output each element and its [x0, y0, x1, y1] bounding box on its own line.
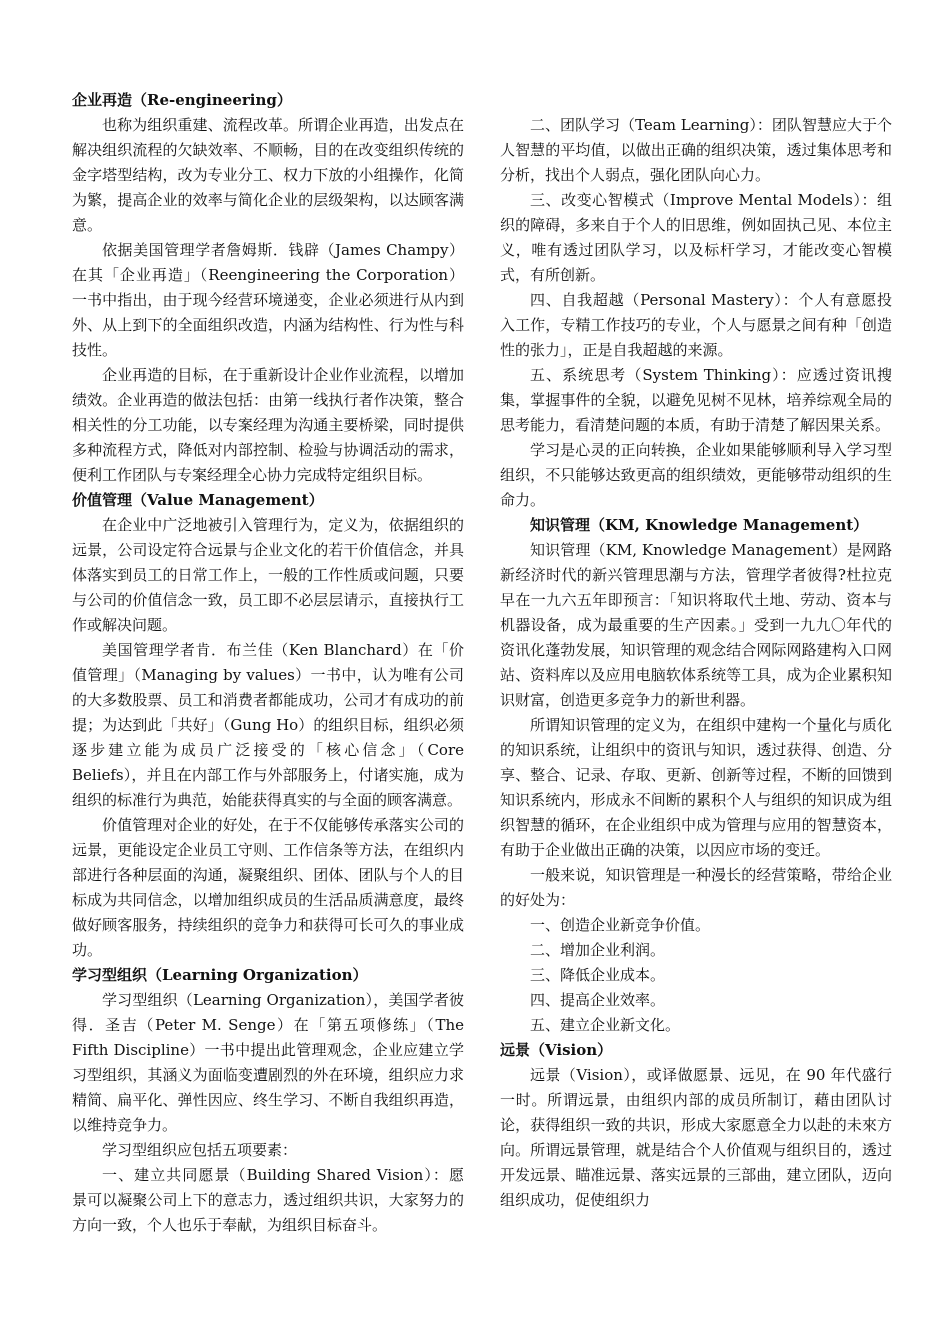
paragraph: 三、改变心智模式（Improve Mental Models）：组织的障碍，多来自于个人的旧思维，例如固执己见、本位主义，唯有透过团队学习，以及标杆学习，才能改变心智模式，有所创新。: [500, 191, 892, 284]
paragraph: 二、团队学习（Team Learning）：团队智慧应大于个人智慧的平均值，以做出正确的组织决策，透过集体思考和分析，找出个人弱点，强化团队向心力。: [500, 116, 892, 184]
right-column: [500, 113, 892, 1213]
list-item: 一、创造企业新竞争价值。: [530, 916, 711, 934]
section-heading-reengineering: 企业再造（Re-engineering）: [72, 91, 292, 109]
list-item: 四、提高企业效率。: [530, 991, 666, 1009]
paragraph: 学习是心灵的正向转换，企业如果能够顺利导入学习型组织，不只能够达致更高的组织绩效，更能够带动组织的生命力。: [500, 441, 892, 509]
paragraph: 一般来说，知识管理是一种漫长的经营策略，带给企业的好处为：: [500, 866, 892, 909]
paragraph: 四、自我超越（Personal Mastery）：个人有意愿投入工作，专精工作技巧的专业，个人与愿景之间有种「创造性的张力」，正是自我超越的来源。: [500, 291, 892, 359]
paragraph: 所谓知识管理的定义为，在组织中建构一个量化与质化的知识系统，让组织中的资讯与知识，透过获得、创造、分享、整合、记录、存取、更新、创新等过程，不断的回馈到知识系统内，形成永不间断的累积个人与组织的知识成为组织智慧的循环，在企业组织中成为管理与应用的智慧资本，有助于企业做出正确的决策，以因应市场的变迁。: [500, 716, 892, 859]
paragraph: 企业再造的目标，在于重新设计企业作业流程，以增加绩效。企业再造的做法包括：由第一线执行者作决策，整合相关性的分工功能，以专案经理为沟通主要桥梁，同时提供多种流程方式，降低对内部控制、检验与协调活动的需求，便利工作团队与专案经理全心协力完成特定组织目标。: [72, 366, 464, 484]
paragraph: 依据美国管理学者詹姆斯．钱辟（James Champy）在其「企业再造」（Reengineering the Corporation）一书中指出，由于现今经营环境递变，企业必须进行从内到外、从上到下的全面组织改造，内涵为结构性、行为性与科技性。: [72, 241, 464, 359]
section-heading-learning-organization: 学习型组织（Learning Organization）: [72, 966, 368, 984]
paragraph: 学习型组织（Learning Organization），美国学者彼得．圣吉（Peter M. Senge）在「第五项修练」（The Fifth Discipline）一书中提出此管理观念，企业应建立学习型组织，其涵义为面临变遭剧烈的外在环境，组织应力求精简、扁平化、弹性因应、终生学习、不断自我组织再造，以维持竞争力。: [72, 991, 464, 1134]
section-heading-vision: 远景（Vision）: [500, 1041, 613, 1059]
left-column: [72, 88, 464, 1238]
section-heading-knowledge-management: 知识管理（KM, Knowledge Management）: [530, 516, 869, 534]
paragraph: 学习型组织应包括五项要素：: [102, 1141, 298, 1159]
list-item: 三、降低企业成本。: [530, 966, 666, 984]
paragraph: 美国管理学者肯．布兰佳（Ken Blanchard）在「价值管理」（Managing by values）一书中，认为唯有公司的大多数股票、员工和消费者都能成功，公司才有成功的前提；为达到此「共好」（Gung Ho）的组织目标，组织必须逐步建立能为成员广泛接受的「核心信念」（Core Beliefs），并且在内部工作与外部服务上，付诸实施，成为组织的标准行为典范，始能获得真实的与全面的顾客满意。: [72, 641, 464, 809]
list-item: 五、建立企业新文化。: [530, 1016, 681, 1034]
paragraph: 知识管理（KM, Knowledge Management）是网路新经济时代的新兴管理思潮与方法，管理学者彼得?杜拉克早在一九六五年即预言：「知识将取代土地、劳动、资本与机器设备，成为最重要的生产因素。」受到一九九〇年代的资讯化蓬勃发展，知识管理的观念结合网际网路建构入口网站、资料库以及应用电脑软体系统等工具，成为企业累积知识财富，创造更多竞争力的新世利器。: [500, 541, 892, 709]
paragraph: 远景（Vision），或译做愿景、远见，在 90 年代盛行一时。所谓远景，由组织内部的成员所制订，藉由团队讨论，获得组织一致的共识，形成大家愿意全力以赴的未來方向。所谓远景管理，就是结合个人价值观与组织目的，透过开发远景、瞄准远景、落实远景的三部曲，建立团队，迈向组织成功，促使组织力: [500, 1066, 892, 1209]
paragraph: 价值管理对企业的好处，在于不仅能够传承落实公司的远景，更能设定企业员工守则、工作信条等方法，在组织内部进行各种层面的沟通，凝聚组织、团体、团队与个人的目标成为共同信念，以增加组织成员的生活品质满意度，最终做好顾客服务，持续组织的竞争力和获得可长可久的事业成功。: [72, 816, 464, 959]
paragraph: 也称为组织重建、流程改革。所谓企业再造，出发点在解决组织流程的欠缺效率、不顺畅，目的在改变组织传统的金字塔型结构，改为专业分工、权力下放的小组操作，化简为繁，提高企业的效率与简化企业的层级架构，以达顾客满意。: [72, 116, 464, 234]
paragraph: 五、系统思考（System Thinking）：应透过资讯搜集，掌握事件的全貌，以避免见树不见林，培养综观全局的思考能力，看清楚问题的本质，有助于清楚了解因果关系。: [500, 366, 892, 434]
section-heading-value-management: 价值管理（Value Management）: [72, 491, 324, 509]
paragraph: 在企业中广泛地被引入管理行为，定义为，依据组织的远景，公司设定符合远景与企业文化的若干价值信念，并具体落实到员工的日常工作上，一般的工作性质或问题，只要与公司的价值信念一致，员工即不必层层请示，直接执行工作或解决问题。: [72, 516, 464, 634]
list-item: 二、增加企业利润。: [530, 941, 666, 959]
paragraph: 一、建立共同愿景（Building Shared Vision）：愿景可以凝聚公司上下的意志力，透过组织共识，大家努力的方向一致，个人也乐于奉献，为组织目标奋斗。: [72, 1166, 464, 1234]
